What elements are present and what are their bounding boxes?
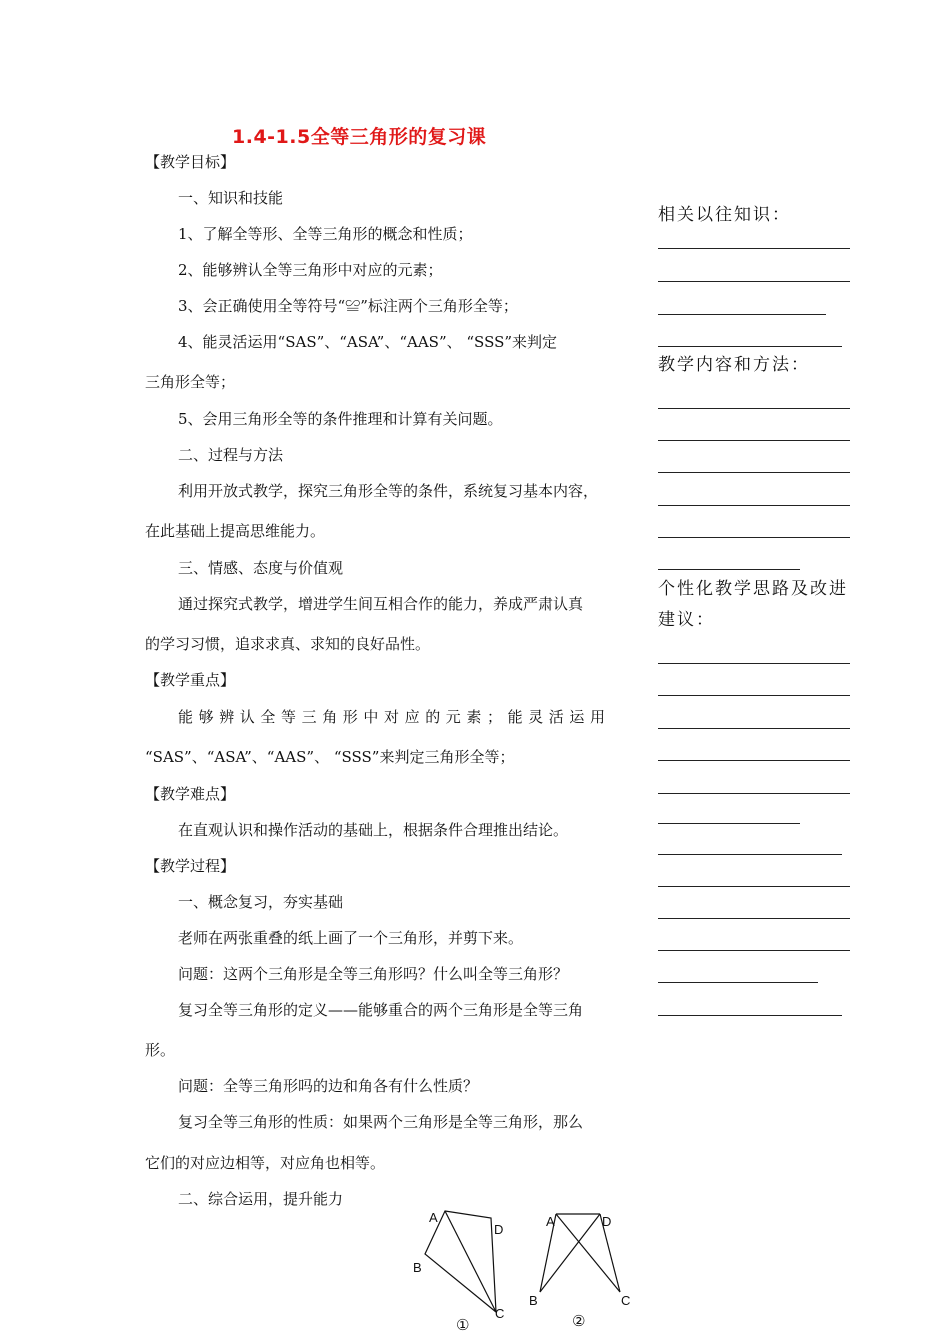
sidebar-heading-personalized-line1: 个性化教学思路及改进 <box>658 579 848 599</box>
blank-line <box>658 537 850 538</box>
paragraph-teacher-action: 老师在两张重叠的纸上画了一个三角形，并剪下来。 <box>178 929 524 947</box>
blank-line <box>658 663 850 664</box>
blank-line <box>658 823 800 824</box>
vertex-label-d: D <box>494 1222 504 1237</box>
blank-line <box>658 950 850 951</box>
diagonal-ac <box>445 1211 496 1312</box>
paragraph-process-cont: 在此基础上提高思维能力。 <box>145 522 326 540</box>
vertex-label-b: B <box>413 1260 422 1275</box>
blank-line <box>658 760 850 761</box>
paragraph-difficulties: 在直观认识和操作活动的基础上，根据条件合理推出结论。 <box>178 821 569 839</box>
figure-caption-2: ② <box>572 1313 586 1330</box>
blank-line <box>658 440 850 441</box>
subheading-process-method: 二、过程与方法 <box>178 446 284 464</box>
blank-line <box>658 408 850 409</box>
subheading-attitude: 三、情感、态度与价值观 <box>178 559 344 577</box>
paragraph-definition-cont: 形。 <box>145 1041 176 1059</box>
vertex-label-a: A <box>546 1214 555 1229</box>
blank-line <box>658 346 842 347</box>
figure-caption-1: ① <box>456 1317 470 1334</box>
blank-line <box>658 569 800 570</box>
question-2: 问题：全等三角形吗的边和角各有什么性质？ <box>178 1077 479 1095</box>
objective-item-1: 1、了解全等形、全等三角形的概念和性质； <box>178 225 473 243</box>
objective-item-4: 4、能灵活运用“SAS”、“ASA”、“AAS”、 “SSS”来判定 <box>178 333 558 351</box>
section-heading-objectives: 【教学目标】 <box>145 153 236 171</box>
blank-line <box>658 918 850 919</box>
section-heading-key-points: 【教学重点】 <box>145 671 236 689</box>
vertex-label-d: D <box>602 1214 612 1229</box>
document-title: 1.4-1.5全等三角形的复习课 <box>232 126 487 148</box>
vertex-label-c: C <box>495 1306 505 1321</box>
paragraph-property: 复习全等三角形的性质：如果两个三角形是全等三角形，那么 <box>178 1113 584 1131</box>
sidebar-heading-prior-knowledge: 相关以往知识： <box>658 205 791 225</box>
objective-item-3: 3、会正确使用全等符号“≌”标注两个三角形全等； <box>178 297 518 315</box>
question-1: 问题：这两个三角形是全等三角形吗？什么叫全等三角形？ <box>178 965 569 983</box>
objective-item-4-cont: 三角形全等； <box>145 373 236 391</box>
subheading-application: 二、综合运用，提升能力 <box>178 1190 344 1208</box>
paragraph-attitude: 通过探究式教学，增进学生间互相合作的能力，养成严肃认真 <box>178 595 584 613</box>
blank-line <box>658 695 850 696</box>
blank-line <box>658 886 850 887</box>
blank-line <box>658 472 850 473</box>
blank-line <box>658 314 826 315</box>
blank-line <box>658 281 850 282</box>
subheading-knowledge-skills: 一、知识和技能 <box>178 189 284 207</box>
blank-line <box>658 505 850 506</box>
paragraph-process: 利用开放式教学，探究三角形全等的条件，系统复习基本内容， <box>178 482 599 500</box>
vertex-label-a: A <box>429 1210 438 1225</box>
paragraph-property-cont: 它们的对应边相等，对应角也相等。 <box>145 1154 386 1172</box>
paragraph-attitude-cont: 的学习习惯，追求求真、求知的良好品性。 <box>145 635 431 653</box>
objective-item-2: 2、能够辨认全等三角形中对应的元素； <box>178 261 443 279</box>
triangle-figure-1 <box>400 1200 520 1344</box>
paragraph-key-points-cont: “SAS”、“ASA”、“AAS”、 “SSS”来判定三角形全等； <box>145 748 515 766</box>
blank-line <box>658 854 842 855</box>
blank-line <box>658 728 850 729</box>
triangle-figure-2 <box>520 1200 640 1344</box>
blank-line <box>658 982 818 983</box>
section-heading-process: 【教学过程】 <box>145 857 236 875</box>
vertex-label-b: B <box>529 1293 538 1308</box>
objective-item-5: 5、会用三角形全等的条件推理和计算有关问题。 <box>178 410 503 428</box>
sidebar-heading-content-method: 教学内容和方法： <box>658 355 810 375</box>
subheading-concept-review: 一、概念复习，夯实基础 <box>178 893 344 911</box>
blank-line <box>658 248 850 249</box>
paragraph-definition: 复习全等三角形的定义——能够重合的两个三角形是全等三角 <box>178 1001 584 1019</box>
vertex-label-c: C <box>621 1293 631 1308</box>
blank-line <box>658 1015 842 1016</box>
quadrilateral-abcd <box>425 1211 496 1312</box>
paragraph-key-points: 能够辨认全等三角形中对应的元素；能灵活运用 <box>178 708 611 726</box>
sidebar-heading-personalized-line2: 建议： <box>658 610 715 630</box>
blank-line <box>658 793 850 794</box>
section-heading-difficulties: 【教学难点】 <box>145 785 236 803</box>
